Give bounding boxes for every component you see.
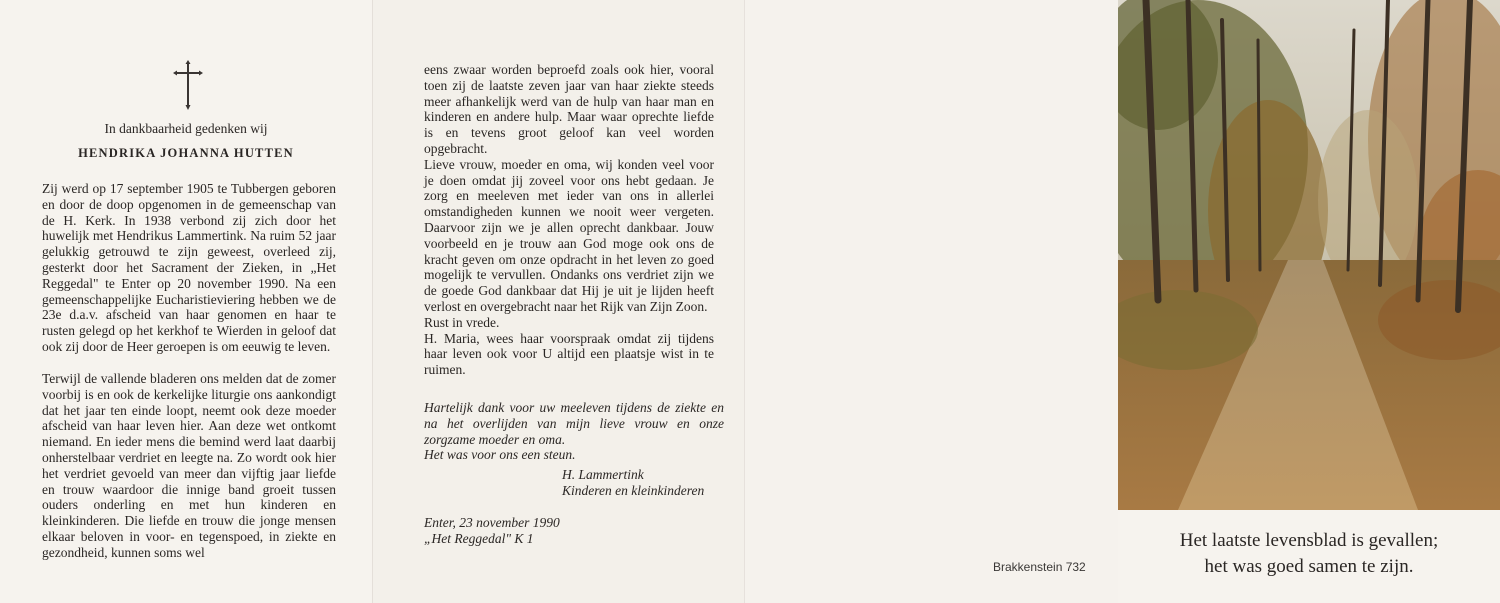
continued-text [424, 62, 714, 378]
reflection-paragraph: Terwijl de vallende bladeren ons melden dat de zomer voorbij is en ook de kerkelijke liturgie ons aankondigt dat het jaar ten einde loopt, neemt ook deze moeder afscheid van haar leven hier. Aan deze wet ontkomt niemand. En ieder mens die bemind werd laat daarbij onherstelbaar verdriet en leegte na. Zo wordt ook hier het verdriet gevoeld van meer dan vijftig jaar liefde en trouw waardoor die innige band groeit tussen ouders onderling en met hun kinderen en kleinkinderen. Die liefde en trouw die jonge mensen elkaar beloven in voor- en tegenspoed, in ziekte en gezondheid, kunnen soms wel [42, 371, 336, 560]
signature-block [562, 467, 732, 499]
fold-line [372, 0, 373, 603]
deceased-name: HENDRIKA JOHANNA HUTTEN [78, 146, 294, 160]
place-room: „Het Reggedal" K 1 [424, 530, 534, 546]
address-paragraph: Lieve vrouw, moeder en oma, wij konden veel voor je doen omdat jij zoveel voor ons hebt gedaan. Je zorg en meeleven met ieder van ons in allerlei omstandigheden kunnen we nooit weer vergeten. Daarvoor zijn we je allen oprecht dankbaar. Jouw voorbeeld en je trouw aan God moge ook ons de kracht geven om onze opdracht in het leven zo goed mogelijk te vervullen. Ondanks ons verdriet zijn we de goede God dankbaar dat Hij je uit je lijden heeft verlost en overgebracht naar het Rijk van Zijn Zoon. [424, 156, 714, 314]
motto-line-1: Het laatste levensblad is gevallen; [1179, 530, 1439, 551]
place-date-block [424, 515, 624, 547]
signature-name: H. Lammertink [562, 467, 644, 482]
biography-paragraph: Zij werd op 17 september 1905 te Tubbergen geboren en door de doop opgenomen in de gemeenschap van de H. Kerk. In 1938 verbond zij zich door het huwelijk met Hendrikus Lammertink. Na ruim 52 jaar gelukkig getrouwd te zijn geweest, overleed zij, gesterkt door het Sacrament der Zieken, in „Het Reggedal" te Enter op 20 november 1990. Na een gemeenschappelijke Eucharistieviering hebben we de 23e d.a.v. afscheid van haar genomen en haar te rusten gelegd op het kerkhof te Wierden in geloof dat ook zij door de Heer geroepen is om eeuwig te leven. [42, 181, 336, 354]
prayer-paragraph: H. Maria, wees haar voorspraak omdat zij tijdens haar leven ook voor U altijd een plaatsje wist in te ruimen. [424, 330, 714, 378]
publisher-code: Brakkenstein 732 [993, 560, 1086, 574]
autumn-forest-photo [1118, 0, 1500, 510]
rest-in-peace: Rust in vrede. [424, 314, 500, 330]
place-date: Enter, 23 november 1990 [424, 515, 560, 530]
motto-line-2: het was goed samen te zijn. [1204, 556, 1414, 577]
third-page [744, 0, 1118, 603]
signature-family: Kinderen en kleinkinderen [562, 482, 705, 498]
continued-paragraph: eens zwaar worden beproefd zoals ook hier, vooral toen zij de laatste zeven jaar van haar ziekte steeds meer afhankelijk werd van de hulp van haar man en kinderen en andere hulp. Maar waar oprechte liefde is en tevens groot geloof kan veel worden opgebracht. [424, 62, 714, 156]
fold-line [744, 0, 745, 603]
cross-icon [173, 60, 203, 110]
motto [1118, 528, 1500, 580]
thanks-text: Hartelijk dank voor uw meeleven tijdens de ziekte en na het overlijden van mijn lieve vrouw en onze zorgzame moeder en oma. [424, 400, 724, 447]
thanks-support: Het was voor ons een steun. [424, 447, 576, 463]
intro-text: In dankbaarheid gedenken wij [104, 121, 268, 136]
thanks-note [424, 400, 724, 463]
